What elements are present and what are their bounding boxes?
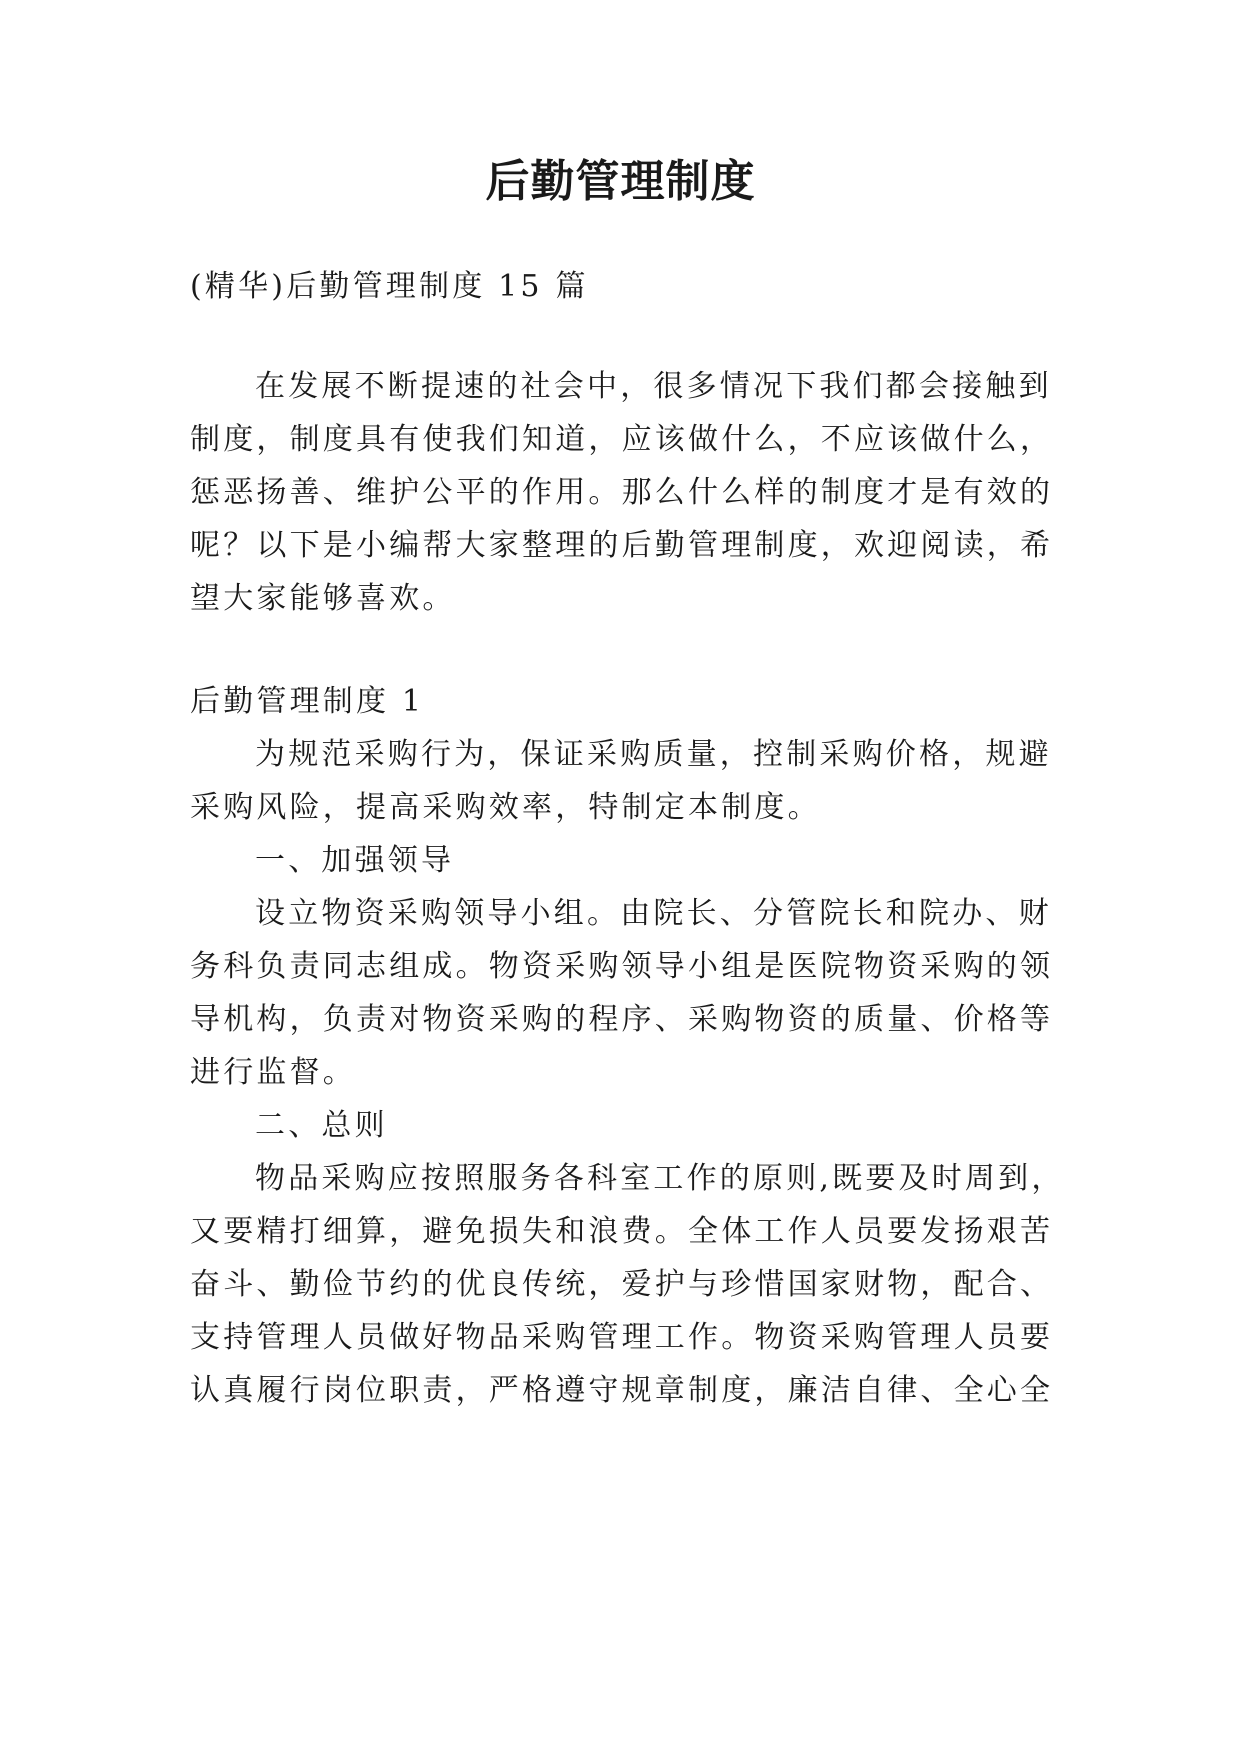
paragraph-line: 呢？以下是小编帮大家整理的后勤管理制度，欢迎阅读，希	[190, 528, 1054, 563]
paragraph-line: 在发展不断提速的社会中，很多情况下我们都会接触到	[255, 369, 1052, 404]
paragraph-line: 导机构，负责对物资采购的程序、采购物资的质量、价格等	[190, 1002, 1054, 1037]
subsection-heading: 一、加强领导	[255, 843, 455, 878]
paragraph-line: 制度，制度具有使我们知道，应该做什么，不应该做什么，	[190, 422, 1054, 457]
paragraph-line: 认真履行岗位职责，严格遵守规章制度，廉洁自律、全心全	[190, 1373, 1054, 1408]
paragraph-line: 惩恶扬善、维护公平的作用。那么什么样的制度才是有效的	[190, 475, 1054, 510]
paragraph-line: 为规范采购行为，保证采购质量，控制采购价格，规避	[255, 737, 1052, 772]
paragraph-line: 支持管理人员做好物品采购管理工作。物资采购管理人员要	[190, 1320, 1054, 1355]
paragraph-line: 务科负责同志组成。物资采购领导小组是医院物资采购的领	[190, 949, 1054, 984]
paragraph-line: 设立物资采购领导小组。由院长、分管院长和院办、财	[255, 896, 1052, 931]
paragraph-line: 进行监督。	[190, 1055, 356, 1090]
paragraph-line: 采购风险，提高采购效率，特制定本制度。	[190, 790, 821, 825]
paragraph-line: 物品采购应按照服务各科室工作的原则,既要及时周到，	[255, 1161, 1065, 1196]
paragraph-line: 奋斗、勤俭节约的优良传统，爱护与珍惜国家财物，配合、	[190, 1267, 1054, 1302]
document-subtitle: (精华)后勤管理制度 15 篇	[190, 269, 589, 304]
paragraph-line: 又要精打细算，避免损失和浪费。全体工作人员要发扬艰苦	[190, 1214, 1054, 1249]
document-title: 后勤管理制度	[485, 156, 756, 207]
subsection-heading: 二、总则	[255, 1108, 388, 1143]
section-heading: 后勤管理制度 1	[190, 684, 425, 719]
paragraph-line: 望大家能够喜欢。	[190, 581, 456, 616]
